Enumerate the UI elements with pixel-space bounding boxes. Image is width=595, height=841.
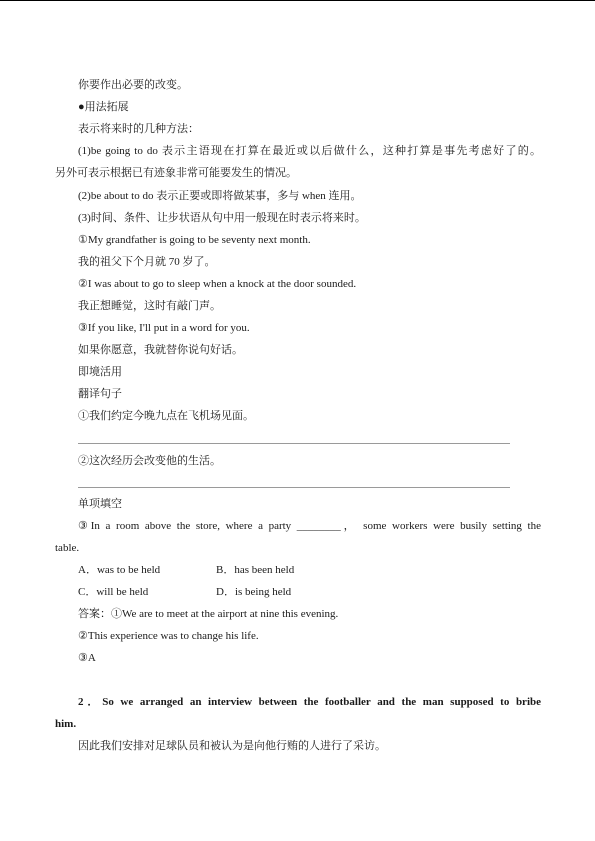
example-translation: 我正想睡觉，这时有敲门声。 (78, 300, 221, 312)
item-translation: 因此我们安排对足球队员和被认为是向他行贿的人进行了采访。 (78, 740, 386, 752)
option-b: B．has been held (216, 564, 295, 576)
example-sentence: ②I was about to go to sleep when a knock at the door sounded. (78, 278, 357, 290)
answer-line: 答案：①We are to meet at the airport at nine this evening. (78, 608, 339, 620)
text-line: 表示将来时的几种方法： (78, 123, 199, 135)
item-heading: 2．So we arranged an interview between the footballer and the man supposed to bribe (78, 696, 541, 708)
section-heading: 即境活用 (78, 366, 122, 378)
option-c: C．will be held (78, 586, 149, 598)
text-line: 你要作出必要的改变。 (78, 79, 188, 91)
text-line: (2)be about to do 表示正要或即将做某事，多与 when 连用。 (78, 190, 362, 202)
exercise-item: ①我们约定今晚九点在飞机场见面。 (78, 410, 254, 422)
text-line: table. (55, 542, 80, 554)
exercise-heading: 单项填空 (78, 498, 122, 510)
page-top-rule (0, 0, 595, 1)
exercise-item: ②这次经历会改变他的生活。 (78, 455, 221, 467)
example-sentence: ③If you like, I'll put in a word for you. (78, 322, 250, 334)
answer-blank-line (78, 487, 510, 488)
example-translation: 如果你愿意，我就替你说句好话。 (78, 344, 243, 356)
answer-blank-line (78, 443, 510, 444)
text-line: (3)时间、条件、让步状语从句中用一般现在时表示将来时。 (78, 212, 366, 224)
answer-line: ③A (78, 652, 96, 664)
exercise-item: ③In a room above the store, where a party ________， some workers were busily setting the (78, 520, 541, 532)
example-translation: 我的祖父下个月就 70 岁了。 (78, 256, 216, 268)
option-d: D．is being held (216, 586, 292, 598)
example-sentence: ①My grandfather is going to be seventy next month. (78, 234, 311, 246)
text-line: (1)be going to do 表示主语现在打算在最近或以后做什么，这种打算是事先考虑好了的。 (78, 145, 541, 157)
section-heading: ●用法拓展 (78, 101, 129, 113)
item-heading: him. (55, 718, 77, 730)
option-a: A．was to be held (78, 564, 161, 576)
text-line: 另外可表示根据已有迹象非常可能要发生的情况。 (55, 167, 297, 179)
exercise-heading: 翻译句子 (78, 388, 122, 400)
answer-line: ②This experience was to change his life. (78, 630, 259, 642)
